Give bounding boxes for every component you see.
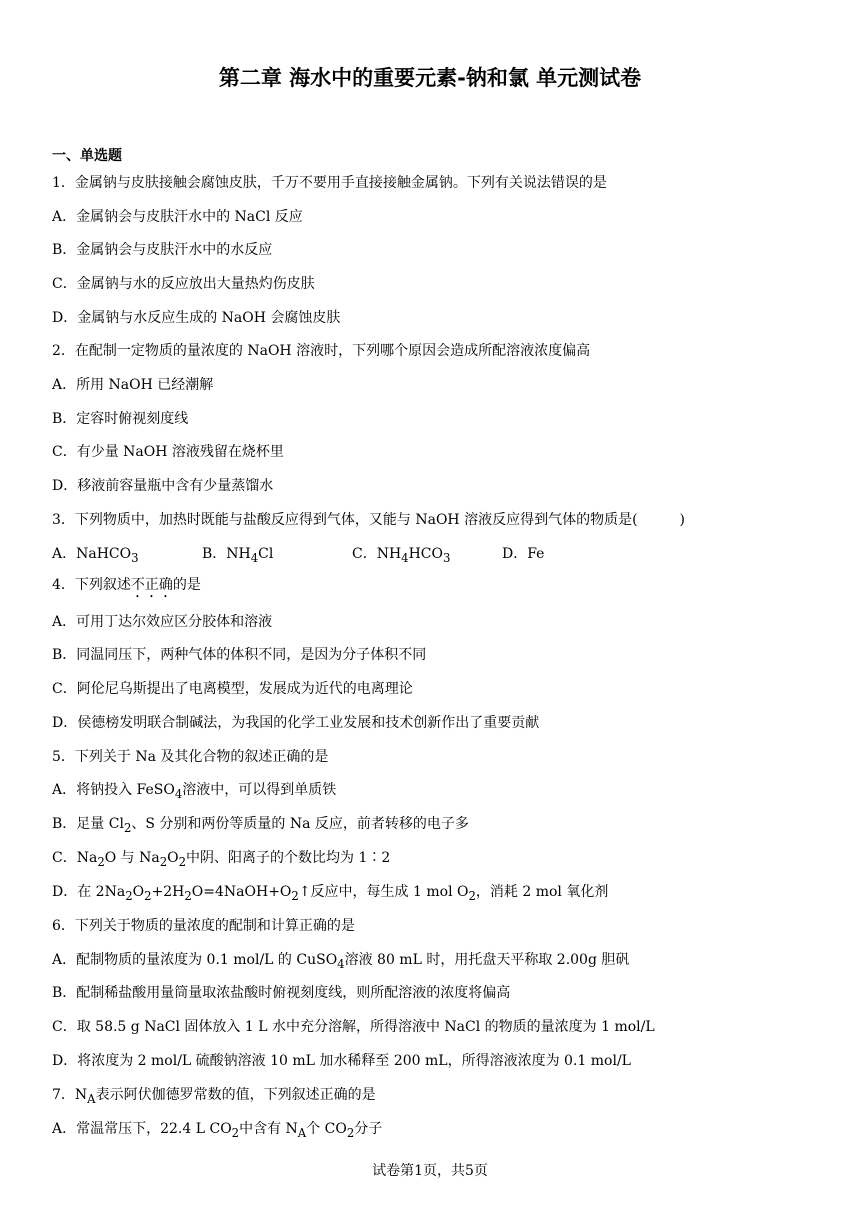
question-1-option-a: A．金属钠会与皮肤汗水中的 NaCl 反应 bbox=[52, 209, 303, 225]
question-6-option-d: D．将浓度为 2 mol/L 硫酸钠溶液 10 mL 加水稀释至 200 mL，所得溶液浓度为 0.1 mol/L bbox=[52, 1053, 631, 1069]
page-footer: 试卷第1页，共5页 bbox=[372, 1163, 488, 1179]
question-2-stem: 2．在配制一定物质的量浓度的 NaOH 溶液时，下列哪个原因会造成所配溶液浓度偏高 bbox=[52, 343, 591, 359]
question-4-option-b: B．同温同压下，两种气体的体积不同，是因为分子体积不同 bbox=[52, 647, 427, 663]
question-2-option-d: D．移液前容量瓶中含有少量蒸馏水 bbox=[52, 478, 274, 494]
question-3-option-a: A．NaHCO$_3$ bbox=[52, 546, 139, 565]
question-6-option-b: B．配制稀盐酸用量筒量取浓盐酸时俯视刻度线，则所配溶液的浓度将偏高 bbox=[52, 985, 511, 1001]
question-7-option-a: A．常温常压下，22.4 L $CO_2$中含有 $N_A$个 $CO_2$分子 bbox=[52, 1121, 383, 1140]
question-1-option-d: D．金属钠与水反应生成的 NaOH 会腐蚀皮肤 bbox=[52, 310, 341, 326]
question-1-stem: 1．金属钠与皮肤接触会腐蚀皮肤，千万不要用手直接接触金属钠。下列有关说法错误的是 bbox=[52, 175, 607, 191]
question-6-option-a: A．配制物质的量浓度为 0.1 mol/L 的 CuSO$_4$溶液 80 mL 时，用托盘天平称取 2.00g 胆矾 bbox=[52, 952, 630, 971]
question-4-option-a: A．可用丁达尔效应区分胶体和溶液 bbox=[52, 614, 273, 630]
question-3-option-b: B．$NH_4Cl$ bbox=[202, 546, 274, 565]
question-5-option-a: A．将钠投入 FeSO$_4$溶液中，可以得到单质铁 bbox=[52, 782, 337, 801]
question-2-option-a: A．所用 NaOH 已经潮解 bbox=[52, 377, 214, 393]
question-5-option-d: D．在 $2Na_2O_2+2H_2O=4NaOH+O_2↑$反应中，每生成 1 mol $O_2$，消耗 2 mol 氧化剂 bbox=[52, 884, 609, 903]
question-5-option-c: C．$Na_2O$ 与 $Na_2O_2$中阴、阳离子的个数比均为 1∶2 bbox=[52, 850, 391, 869]
question-5-stem: 5．下列关于 Na 及其化合物的叙述正确的是 bbox=[52, 749, 329, 765]
question-3-stem: 3．下列物质中，加热时既能与盐酸反应得到气体，又能与 NaOH 溶液反应得到气体的物质是( ) bbox=[52, 512, 686, 528]
question-6-stem: 6．下列关于物质的量浓度的配制和计算正确的是 bbox=[52, 918, 355, 934]
question-3-option-c: C．$NH_4HCO_3$ bbox=[352, 546, 451, 565]
question-2-option-c: C．有少量 NaOH 溶液残留在烧杯里 bbox=[52, 444, 284, 460]
question-1-option-b: B．金属钠会与皮肤汗水中的水反应 bbox=[52, 242, 273, 258]
question-2-option-b: B．定容时俯视刻度线 bbox=[52, 411, 189, 427]
question-1-option-c: C．金属钠与水的反应放出大量热灼伤皮肤 bbox=[52, 276, 315, 292]
section-heading: 一、单选题 bbox=[52, 148, 122, 164]
question-5-option-b: B．足量 $Cl_2$、S 分别和两份等质量的 Na 反应，前者转移的电子多 bbox=[52, 816, 469, 835]
page-title: 第二章 海水中的重要元素-钠和氯 单元测试卷 bbox=[218, 66, 642, 90]
question-4-option-d: D．侯德榜发明联合制碱法，为我国的化学工业发展和技术创新作出了重要贡献 bbox=[52, 715, 540, 731]
question-4-stem: 4．下列叙述不正确的是 bbox=[52, 577, 201, 593]
question-7-stem: 7．$N_A$表示阿伏伽德罗常数的值，下列叙述正确的是 bbox=[52, 1087, 376, 1106]
question-3-option-d: D．Fe bbox=[502, 546, 545, 562]
question-3-options bbox=[52, 545, 544, 567]
question-4-option-c: C．阿伦尼乌斯提出了电离模型，发展成为近代的电离理论 bbox=[52, 681, 413, 697]
question-6-option-c: C．取 58.5 g NaCl 固体放入 1 L 水中充分溶解，所得溶液中 NaCl 的物质的量浓度为 1 mol/L bbox=[52, 1019, 655, 1035]
